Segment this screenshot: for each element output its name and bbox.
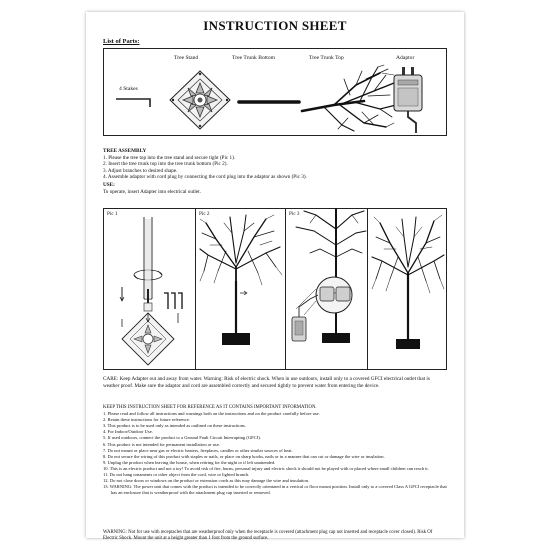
instruction-sheet (86, 12, 464, 542)
use-heading: USE: (103, 181, 115, 188)
adaptor-image (386, 67, 430, 133)
trunk-top-image (294, 65, 399, 133)
pic-label-1: Pic 1 (107, 211, 118, 217)
parts-list-box (103, 48, 447, 136)
pic4-illustration (368, 209, 446, 369)
pic-panel-2 (196, 209, 286, 369)
safety-rule: 2. Retain these instructions for future reference. (103, 417, 190, 423)
safety-rule: 1. Please read and follow all instructions and warnings both on the instructions and on the product carefully before use. (103, 411, 320, 417)
trunk-bottom-image (237, 98, 301, 106)
part-label-trunk-top: Tree Trunk Top (309, 55, 344, 61)
page-title: INSTRUCTION SHEET (203, 18, 347, 33)
part-label-stakes: 4 Stakes (119, 86, 138, 92)
part-label-tree-stand: Tree Stand (174, 55, 199, 61)
assembly-step: 1. Please the tree top into the tree stand and secure tight (Pic 1). (103, 154, 236, 161)
part-label-adaptor: Adaptor (396, 55, 415, 61)
safety-rule: 13. WARNING: The power unit that comes with the product is intended to be correctly orientated in a vertical or floor mount position. Install only to a covered Class A GFCI receptacle that has an enclosure that is weatherproof with the attachment plug cap inserted or removed. (103, 484, 447, 496)
assembly-heading: TREE ASSEMBLY (103, 148, 147, 154)
safety-rule: 5. If used outdoors, connect the product to a Ground Fault Circuit Interrupting (GFCI). (103, 435, 261, 441)
part-label-trunk-bottom: Tree Trunk Bottom (232, 55, 276, 61)
pic2-illustration (196, 209, 286, 369)
assembly-step: 2. Insert the tree trunk top into the tree trunk bottom (Pic 2). (103, 161, 228, 168)
use-text: To operate, insert Adapter into electrical outlet. (103, 188, 201, 195)
pic-panel-3 (286, 209, 368, 369)
safety-rule: 7. Do not mount or place near gas or electric heaters, fireplaces, candles or other similar sources of heat. (103, 447, 293, 453)
warning-text: WARNING: Not for use with receptacles that are weatherproof only when the receptacle is covered (attachment plug cap not inserted and receptacle cover closed). Risk Of Electric Shock. Mount the unit at a height greater than 1 foot from the ground surface. (103, 530, 433, 542)
assembly-step: 3. Adjust branches to desired shape. (103, 167, 178, 174)
safety-rule: 12. Do not close doors or windows on the product or extension cords as this may damage the wire and insulation. (103, 478, 310, 484)
assembly-section (103, 148, 447, 195)
pic-panel-1 (104, 209, 196, 369)
tree-stand-image (168, 69, 232, 131)
care-text: CARE: Keep Adapter out and away from water. Warning: Risk of electric shock. When in use outdoors, install only to a covered GFCI electrical outlet that is weather proof. Make sure the adaptor and cord are assembled correctly and secured tightly to prevent water from entering the device. (103, 376, 430, 389)
safety-rule: 9. Unplug the product when leaving the house, when retiring for the night or if left unattended. (103, 459, 276, 465)
safety-rule: 4. For Indoor/Outdoor Use. (103, 429, 153, 435)
pic-panel-4 (368, 209, 446, 369)
stake-image (114, 95, 154, 109)
safety-heading: KEEP THIS INSTRUCTION SHEET FOR REFERENCE AS IT CONTAINS IMPORTANT INFORMATION. (103, 405, 317, 410)
pic3-illustration (286, 209, 368, 369)
safety-rule: 6. This product is not intended for permanent installation or use. (103, 441, 220, 447)
parts-heading: List of Parts: (103, 38, 140, 45)
safety-rule: 3. This product is to be used only as intended as outlined on these instructions. (103, 423, 246, 429)
safety-section (103, 405, 447, 496)
safety-rule: 11. Do not hang ornaments or other object from the cord, wire or lighted branch. (103, 472, 250, 478)
safety-rule: 10. This is an electric product and not a toy! To avoid risk of fire, burns, personal injury and electric shock it should not be played with or placed where small children can reach it. (103, 465, 429, 471)
assembly-step: 4. Assemble adaptor with cord plug by connecting the cord plug into the adaptor as shown (Pic 3). (103, 174, 307, 181)
pic-label-3: Pic 3 (289, 211, 300, 217)
safety-rule: 8. Do not secure the wiring of this product with staples or nails, or place on sharp hooks, nails or in a manner that can cut or damage the wire or insulation. (103, 453, 385, 459)
pic-label-2: Pic 2 (199, 211, 210, 217)
pic1-illustration (104, 209, 196, 369)
pictures-box (103, 208, 447, 370)
